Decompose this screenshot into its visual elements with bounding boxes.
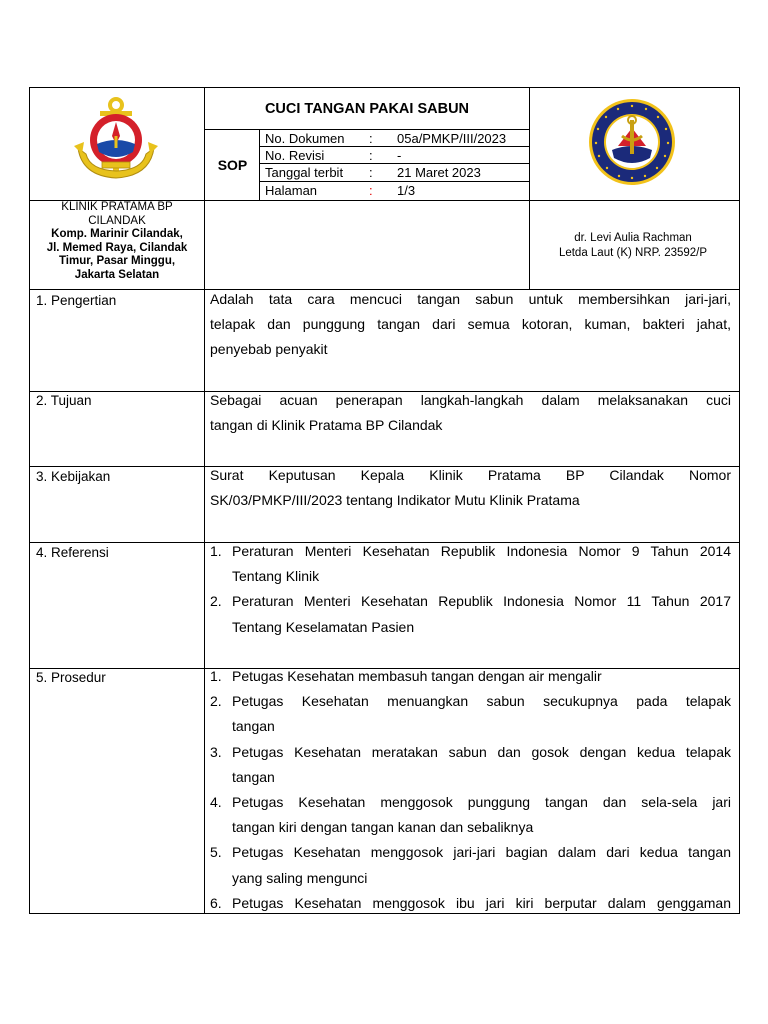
signatory-block	[530, 231, 736, 261]
list-item	[210, 840, 731, 890]
section-label-tujuan: 2. Tujuan	[36, 393, 92, 408]
marinir-anchor-emblem-icon	[70, 96, 162, 184]
signatory-rank: Letda Laut (K) NRP. 23592/P	[558, 247, 708, 259]
text-line: Surat Keputusan Kepala Klinik Pratama BP Cilandak Nomor	[210, 467, 731, 483]
meta-colon: :	[369, 131, 373, 146]
dinas-kesehatan-korps-marinir-emblem-icon	[588, 98, 676, 186]
meta-label-page: Halaman	[265, 183, 318, 198]
meta-value-page: 1/3	[397, 183, 416, 198]
text-line: Petugas Kesehatan menggosok punggung tangan dan sela-sela jari	[232, 794, 731, 811]
list-number: 3.	[210, 743, 222, 760]
meta-colon: :	[369, 165, 373, 180]
text-line: Sebagai acuan penerapan langkah-langkah dalam melaksanakan cuci	[210, 392, 731, 408]
text-line: SK/03/PMKP/III/2023 tentang Indikator Mutu Klinik Pratama	[210, 492, 580, 509]
meta-value-document-number: 05a/PMKP/III/2023	[397, 131, 507, 146]
list-number: 1.	[210, 543, 222, 559]
text-line: telapak dan punggung tangan dari semua kotoran, kuman, bakteri jahat,	[210, 316, 731, 333]
list-number: 2.	[210, 593, 222, 610]
meta-label-document-number: No. Dokumen	[265, 131, 345, 146]
section-label-referensi: 4. Referensi	[36, 545, 109, 560]
text-line: Peraturan Menteri Kesehatan Republik Indonesia Nomor 11 Tahun 2017	[232, 593, 731, 610]
body-column-divider	[204, 289, 205, 914]
text-line: tangan di Klinik Pratama BP Cilandak	[210, 417, 443, 434]
list-item	[210, 689, 731, 739]
list-number: 5.	[210, 844, 222, 861]
meta-value-issue-date: 21 Maret 2023	[397, 165, 481, 180]
list-number: 2.	[210, 693, 222, 710]
section-text-pengertian	[210, 287, 731, 363]
signatory-name: dr. Levi Aulia Rachman	[574, 232, 692, 244]
clinic-name-line: CILANDAK	[88, 214, 146, 227]
text-line: Tentang Keselamatan Pasien	[232, 618, 415, 635]
list-item	[210, 891, 731, 916]
text-line: yang saling mengunci	[232, 869, 368, 886]
clinic-address-line: Jl. Memed Raya, Cilandak	[46, 241, 188, 254]
text-line: Petugas Kesehatan menuangkan sabun secukupnya pada telapak	[232, 693, 731, 710]
list-number: 1.	[210, 668, 222, 684]
referensi-list	[210, 539, 731, 640]
text-line: Tentang Klinik	[232, 568, 320, 585]
section-label-prosedur: 5. Prosedur	[36, 670, 106, 685]
list-item	[210, 539, 731, 589]
list-item	[210, 589, 731, 639]
meta-colon: :	[369, 148, 373, 163]
text-line: Petugas Kesehatan membasuh tangan dengan air mengalir	[232, 668, 602, 684]
prosedur-list	[210, 664, 731, 916]
list-number: 4.	[210, 794, 222, 811]
clinic-address-line: Jakarta Selatan	[74, 268, 160, 281]
clinic-address	[30, 201, 204, 283]
meta-label-revision: No. Revisi	[265, 148, 325, 163]
text-line: penyebab penyakit	[210, 341, 328, 358]
section-label-kebijakan: 3. Kebijakan	[36, 469, 111, 484]
section-text-tujuan	[210, 388, 731, 438]
section-label-pengertian: 1. Pengertian	[36, 293, 117, 308]
section-text-kebijakan	[210, 463, 731, 513]
meta-value-revision: -	[397, 148, 402, 163]
list-item	[210, 664, 731, 689]
text-line: Peraturan Menteri Kesehatan Republik Indonesia Nomor 9 Tahun 2014	[232, 543, 731, 559]
list-item	[210, 740, 731, 790]
meta-colon: :	[369, 183, 373, 198]
list-item	[210, 790, 731, 840]
sop-label: SOP	[217, 157, 248, 173]
clinic-address-line: Komp. Marinir Cilandak,	[51, 228, 183, 241]
text-line: Petugas Kesehatan meratakan sabun dan gosok dengan kedua telapak	[232, 743, 731, 760]
text-line: Petugas Kesehatan menggosok jari-jari bagian dalam dari kedua tangan	[232, 844, 731, 861]
text-line: tangan	[232, 718, 275, 735]
clinic-name-line: KLINIK PRATAMA BP	[61, 201, 173, 213]
clinic-address-line: Timur, Pasar Minggu,	[58, 255, 176, 268]
text-line: Adalah tata cara mencuci tangan sabun untuk membersihkan jari-jari,	[210, 291, 731, 307]
document-title: CUCI TANGAN PAKAI SABUN	[264, 100, 470, 117]
meta-label-issue-date: Tanggal terbit	[265, 165, 344, 180]
list-number: 6.	[210, 894, 222, 911]
text-line: Petugas Kesehatan menggosok ibu jari kiri berputar dalam genggaman	[232, 894, 731, 911]
text-line: tangan	[232, 768, 275, 785]
text-line: tangan kiri dengan tangan kanan dan sebaliknya	[232, 819, 534, 836]
